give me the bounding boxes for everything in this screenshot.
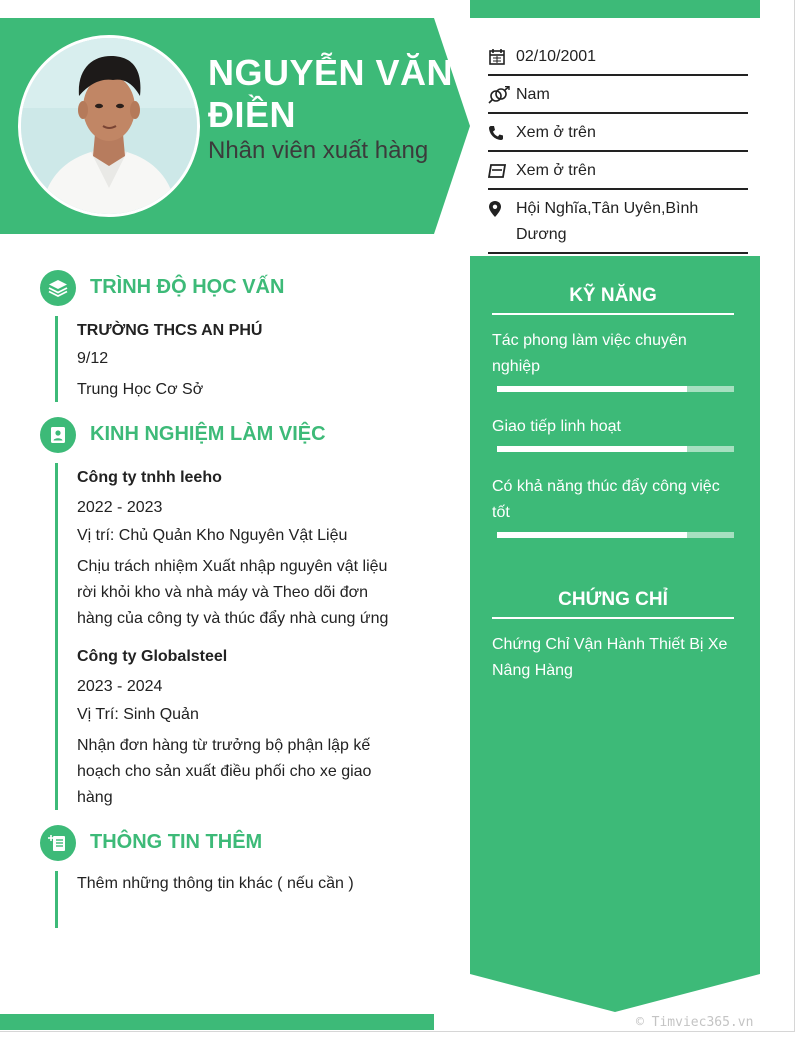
skill-label: Giao tiếp linh hoạt [492, 418, 621, 435]
certificate-text: Chứng Chỉ Vận Hành Thiết Bị Xe Nâng Hàng [492, 636, 728, 679]
calendar-icon [488, 44, 516, 70]
additional-text: Thêm những thông tin khác ( nếu cần ) [77, 875, 354, 892]
education-heading: TRÌNH ĐỘ HỌC VẤN [90, 276, 285, 298]
skill-bar-fill [497, 386, 687, 392]
contact-birthday [488, 38, 748, 76]
job-description: Nhận đơn hàng từ trưởng bộ phận lập kế hoạch cho sản xuất điều phối cho xe giao hàng [77, 737, 372, 806]
skill-bar [497, 386, 734, 392]
watermark: © Timviec365.vn [636, 1015, 754, 1030]
birthday-text: 02/10/2001 [516, 48, 597, 65]
job-position: Vị trí: Chủ Quản Kho Nguyên Vật Liệu [77, 527, 348, 544]
contact-phone [488, 114, 748, 152]
skills-heading: KỸ NĂNG [492, 284, 734, 315]
contact-gender [488, 76, 748, 114]
additional-divider [55, 871, 58, 928]
education-divider [55, 316, 58, 402]
job-company: Công ty tnhh leeho [77, 469, 222, 486]
contact-list [488, 38, 748, 254]
sidebar-panel [470, 256, 760, 1012]
school-name: TRƯỜNG THCS AN PHÚ [77, 322, 263, 339]
contact-email [488, 152, 748, 190]
location-icon [488, 196, 516, 222]
certificates-heading: CHỨNG CHỈ [492, 588, 734, 619]
skill-bar [497, 532, 734, 538]
skill-bar-fill [497, 532, 687, 538]
experience-divider [55, 463, 58, 810]
additional-heading: THÔNG TIN THÊM [90, 831, 263, 853]
phone-icon [488, 120, 516, 146]
gender-text: Nam [516, 86, 550, 103]
candidate-name [208, 52, 458, 136]
skill-label: Có khả năng thúc đẩy công việc tốt [492, 478, 720, 521]
job-position: Vị Trí: Sinh Quản [77, 706, 199, 723]
school-grade: 9/12 [77, 350, 109, 367]
gender-icon [488, 82, 516, 108]
address-text: Hội Nghĩa,Tân Uyên,Bình Dương [516, 200, 699, 243]
education-level: Trung Học Cơ Sở [77, 381, 204, 398]
bottom-accent-strip [0, 1014, 434, 1030]
contact-address [488, 190, 748, 254]
job-title: Nhân viên xuất hàng [208, 137, 429, 164]
avatar [18, 35, 200, 217]
phone-text: Xem ở trên [516, 124, 596, 141]
email-text: Xem ở trên [516, 162, 596, 179]
job-period: 2023 - 2024 [77, 678, 163, 695]
skill-bar [497, 446, 734, 452]
skill-label: Tác phong làm việc chuyên nghiệp [492, 332, 687, 375]
job-company: Công ty Globalsteel [77, 648, 228, 665]
job-period: 2022 - 2023 [77, 499, 163, 516]
portrait-photo [21, 38, 197, 214]
id-card-icon [40, 417, 76, 453]
skill-bar-fill [497, 446, 687, 452]
email-icon [488, 158, 516, 184]
job-description: Chịu trách nhiệm Xuất nhập nguyên vật liệu rời khỏi kho và nhà máy và Theo dõi đơn hàng của công ty và thúc đẩy nhà cung ứng [77, 558, 389, 627]
name-line-2: ĐIỀN [208, 94, 297, 135]
layers-icon [40, 270, 76, 306]
notes-icon [40, 825, 76, 861]
experience-heading: KINH NGHIỆM LÀM VIỆC [90, 423, 326, 445]
top-accent-strip [470, 0, 760, 18]
name-line-1: NGUYỄN VĂN [208, 52, 454, 93]
